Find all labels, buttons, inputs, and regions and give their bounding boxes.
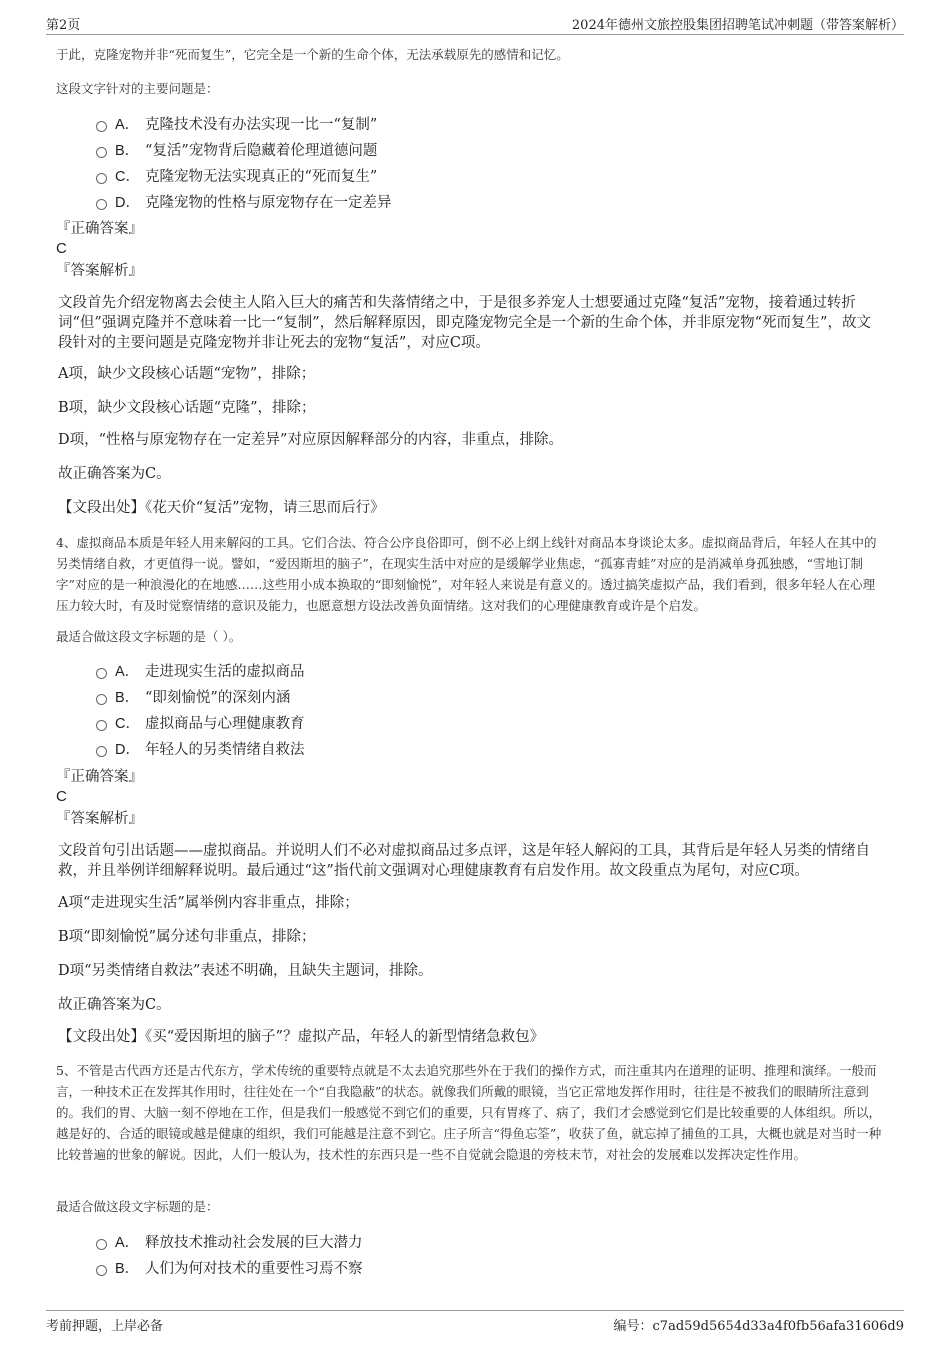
q3-note-a: A项，缺少文段核心话题“宠物”，排除； — [58, 366, 316, 382]
radio-icon[interactable] — [96, 147, 107, 158]
q4-option-a[interactable]: A． 走进现实生活的虚拟商品 — [96, 662, 305, 682]
q3-passage-tail: 于此，克隆宠物并非“死而复生”，它完全是一个新的生命个体，无法承载原先的感情和记忆。 — [56, 47, 569, 62]
radio-icon[interactable] — [96, 121, 107, 132]
q4-note-b: B项“即刻愉悦”属分述句非重点，排除； — [58, 929, 316, 945]
radio-icon[interactable] — [96, 1239, 107, 1250]
document-id: 编号：c7ad59d5654d33a4f0fb56afa31606d9 — [613, 1319, 904, 1334]
radio-icon[interactable] — [96, 173, 107, 184]
q3-prompt: 这段文字针对的主要问题是： — [56, 81, 219, 96]
q3-option-d[interactable]: D． 克隆宠物的性格与原宠物存在一定差异 — [96, 193, 392, 213]
q3-option-c[interactable]: C． 克隆宠物无法实现真正的“死而复生” — [96, 167, 377, 187]
document-title: 2024年德州文旅控股集团招聘笔试冲刺题（带答案解析） — [571, 18, 904, 33]
q5-passage: 5、不管是古代西方还是古代东方，学术传统的重要特点就是不太去追究那些外在于我们的操作方式，而注重其内在道理的证明、推理和演绎。一般而言，一种技术正在发挥其作用时，往往处在一个“自我隐蔽”的状态。就像我们所戴的眼镜，当它正常地发挥作用时，往往是不被我们的眼睛所注意到的。我们的胃、大脑一刻不停地在工作，但是我们一般感觉不到它们的重要，只有胃疼了、病了，我们才会感觉到它们是比较重要的人体组织。所以，越是好的、合适的眼镜或越是健康的组织，我们可能越是注意不到它。庄子所言“得鱼忘筌”，收获了鱼，就忘掉了捕鱼的工具，大概也就是对当时一种比较普遍的世象的解说。因此，人们一般认为，技术性的东西只是一些不自觉就会隐退的旁枝末节，对社会的发展难以发挥决定性作用。 — [56, 1063, 882, 1162]
q4-analysis-label: 『答案解析』 — [56, 811, 143, 827]
q4-analysis: 文段首句引出话题——虚拟商品。并说明人们不必对虚拟商品过多点评，这是年轻人解闷的工具，其背后是年轻人另类的情绪自救，并且举例详细解释说明。最后通过“这”指代前文强调对心理健康教育有启发作用。故文段重点为尾句，对应C项。 — [58, 843, 870, 879]
q3-option-a[interactable]: A． 克隆技术没有办法实现一比一“复制” — [96, 115, 377, 135]
q3-analysis-label: 『答案解析』 — [56, 263, 143, 279]
q3-note-d: D项，“性格与原宠物存在一定差异”对应原因解释部分的内容，非重点，排除。 — [58, 432, 563, 448]
footer-slogan: 考前押题，上岸必备 — [46, 1319, 164, 1334]
q4-conclusion: 故正确答案为C。 — [58, 997, 171, 1013]
q4-answer-label: 『正确答案』 — [56, 769, 143, 785]
q4-note-d: D项“另类情绪自救法”表述不明确，且缺失主题词，排除。 — [58, 963, 433, 979]
q4-option-b[interactable]: B． “即刻愉悦”的深刻内涵 — [96, 688, 290, 708]
q4-source: 【文段出处】《买“爱因斯坦的脑子”？虚拟产品，年轻人的新型情绪急救包》 — [58, 1029, 545, 1045]
q5-option-b[interactable]: B． 人们为何对技术的重要性习焉不察 — [96, 1259, 363, 1279]
q3-option-b[interactable]: B． “复活”宠物背后隐藏着伦理道德问题 — [96, 141, 377, 161]
q3-source: 【文段出处】《花天价“复活”宠物，请三思而后行》 — [58, 500, 385, 516]
q4-answer: C — [56, 788, 67, 805]
page-header — [46, 14, 904, 35]
radio-icon[interactable] — [96, 668, 107, 679]
q4-option-c[interactable]: C． 虚拟商品与心理健康教育 — [96, 714, 305, 734]
q4-prompt: 最适合做这段文字标题的是（ ）。 — [56, 629, 242, 644]
q3-answer: C — [56, 240, 67, 257]
radio-icon[interactable] — [96, 720, 107, 731]
q4-note-a: A项“走进现实生活”属举例内容非重点，排除； — [58, 895, 359, 911]
radio-icon[interactable] — [96, 199, 107, 210]
q3-analysis: 文段首先介绍宠物离去会使主人陷入巨大的痛苦和失落情绪之中，于是很多养宠人士想要通过克隆“复活”宠物，接着通过转折词“但”强调克隆并不意味着一比一“复制”，然后解释原因，即克隆宠物完全是一个新的生命个体，并非原宠物“死而复生”，故文段针对的主要问题是克隆宠物并非让死去的宠物“复活”，对应C项。 — [58, 295, 871, 351]
q3-answer-label: 『正确答案』 — [56, 221, 143, 237]
q4-passage: 4、虚拟商品本质是年轻人用来解闷的工具。它们合法、符合公序良俗即可，倒不必上纲上线针对商品本身谈论太多。虚拟商品背后，年轻人在其中的另类情绪自救，才更值得一说。譬如，“爱因斯坦的脑子”，在现实生活中对应的是缓解学业焦虑，“孤寡青蛙”对应的是消减单身孤独感，“雪地订制字”对应的是一种浪漫化的在地感……这些用小成本换取的“即刻愉悦”，对年轻人来说是有意义的。透过搞笑虚拟产品，我们看到，很多年轻人在心理压力较大时，有及时觉察情绪的意识及能力，也愿意想方设法改善负面情绪。这对我们的心理健康教育或许是个启发。 — [56, 535, 877, 613]
q3-conclusion: 故正确答案为C。 — [58, 466, 171, 482]
q3-note-b: B项，缺少文段核心话题“克隆”，排除； — [58, 400, 316, 416]
page-number: 第2页 — [46, 18, 81, 33]
radio-icon[interactable] — [96, 1265, 107, 1276]
q4-option-d[interactable]: D． 年轻人的另类情绪自救法 — [96, 740, 305, 760]
radio-icon[interactable] — [96, 746, 107, 757]
page-footer — [46, 1310, 904, 1335]
q5-prompt: 最适合做这段文字标题的是： — [56, 1199, 219, 1214]
q5-option-a[interactable]: A． 释放技术推动社会发展的巨大潜力 — [96, 1233, 363, 1253]
radio-icon[interactable] — [96, 694, 107, 705]
